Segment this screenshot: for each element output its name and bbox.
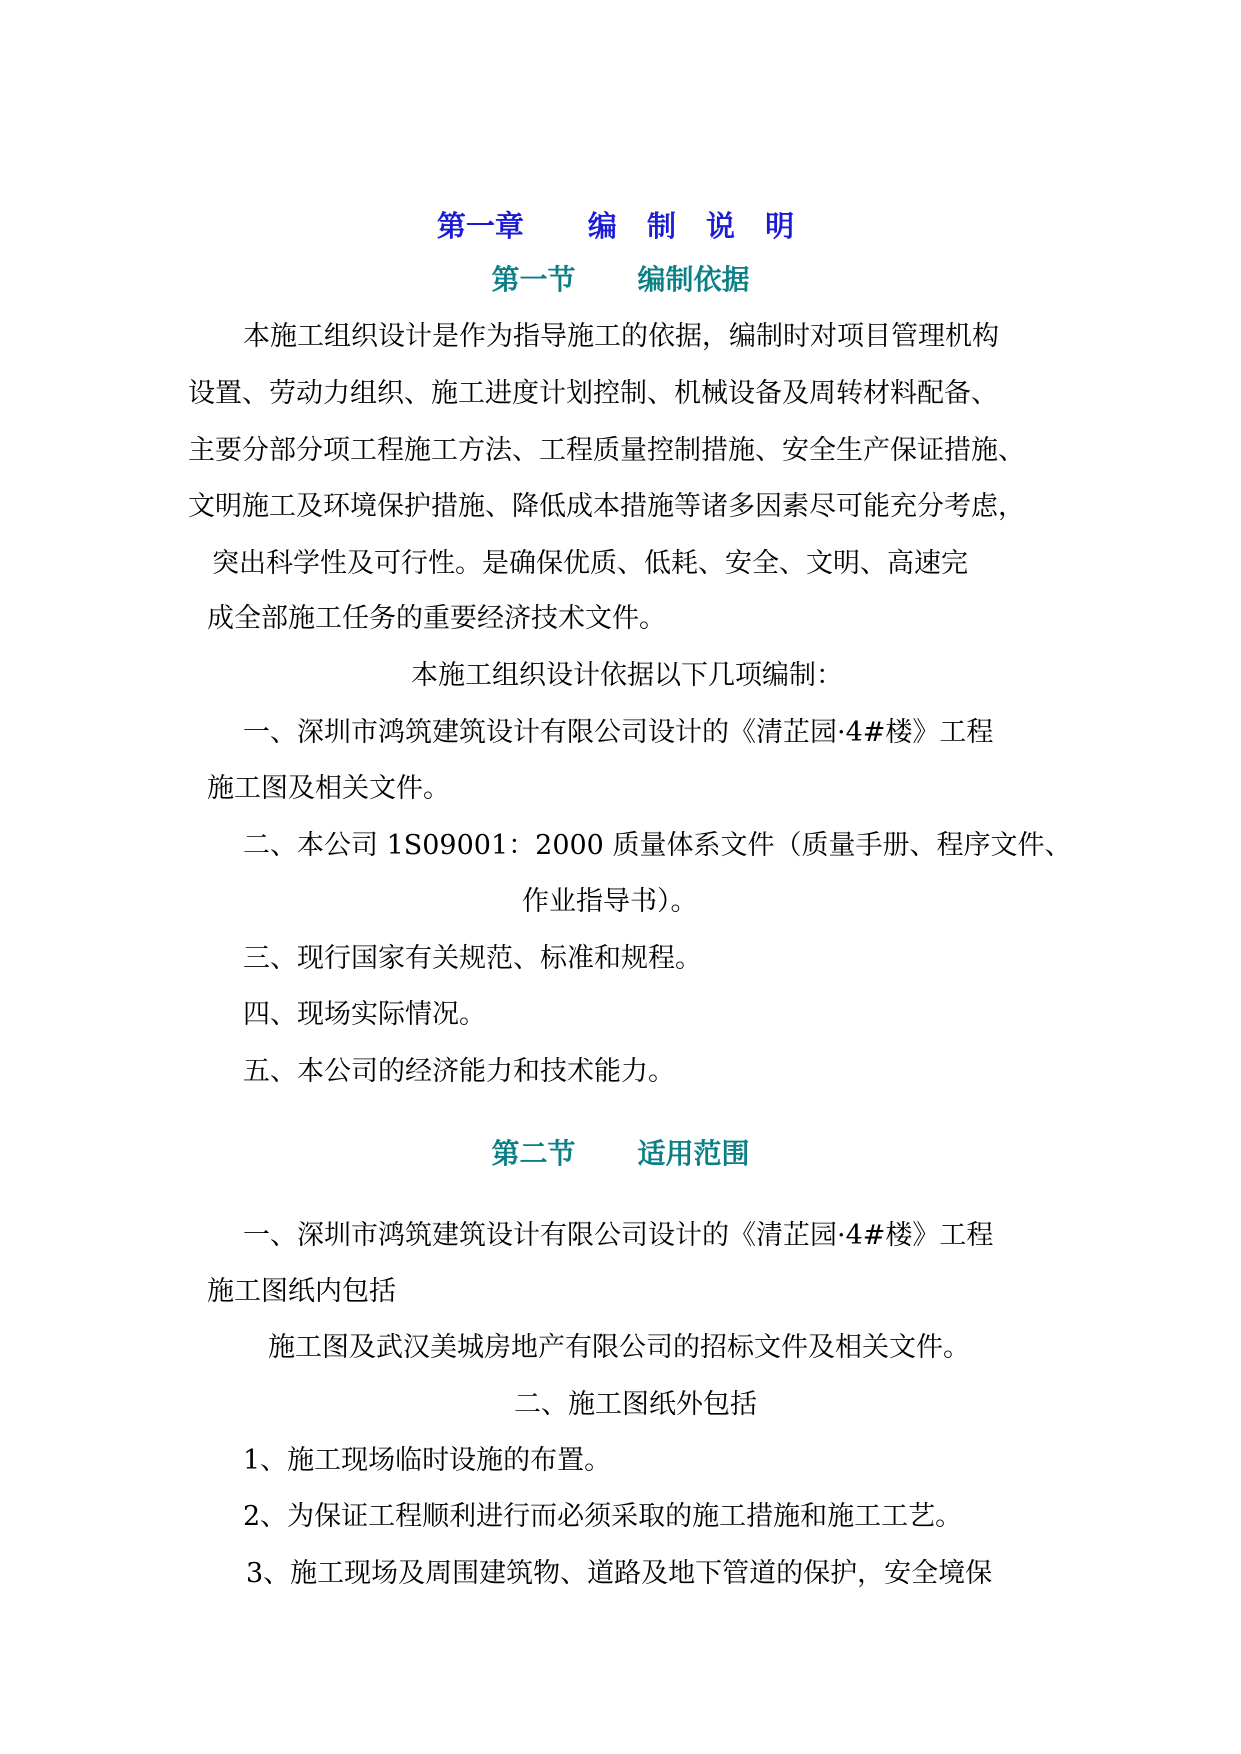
chapter-title: 编 制 说 明 bbox=[587, 209, 805, 243]
list-item: 三、现行国家有关规范、标准和规程。 bbox=[243, 943, 702, 974]
section-title: 适用范围 bbox=[637, 1137, 750, 1170]
chapter-number: 第一章 bbox=[436, 209, 524, 243]
scope-line: 施工图纸内包括 bbox=[207, 1276, 396, 1307]
list-intro: 本施工组织设计依据以下几项编制： bbox=[411, 660, 843, 691]
section-number: 第一节 bbox=[491, 263, 576, 296]
paragraph-line: 成全部施工任务的重要经济技术文件。 bbox=[207, 603, 666, 634]
list-item: 五、本公司的经济能力和技术能力。 bbox=[243, 1056, 675, 1087]
section-number: 第二节 bbox=[491, 1137, 576, 1170]
list-item: 二、本公司 1S09001：2000 质量体系文件（质量手册、程序文件、 bbox=[243, 830, 1072, 861]
list-item: 作业指导书）。 bbox=[522, 886, 698, 917]
paragraph-line: 主要分部分项工程施工方法、工程质量控制措施、安全生产保证措施、 bbox=[188, 435, 1025, 466]
paragraph-line: 文明施工及环境保护措施、降低成本措施等诸多因素尽可能充分考虑， bbox=[188, 491, 1025, 522]
list-item: 施工图及相关文件。 bbox=[207, 773, 450, 804]
scope-line: 一、深圳市鸿筑建筑设计有限公司设计的《清芷园·4#楼》工程 bbox=[243, 1220, 994, 1251]
chapter-heading bbox=[0, 208, 1241, 244]
section-heading-2 bbox=[0, 1136, 1241, 1172]
scope-line: 1、施工现场临时设施的布置。 bbox=[243, 1445, 612, 1476]
scope-line: 2、为保证工程顺利进行而必须采取的施工措施和施工工艺。 bbox=[243, 1501, 963, 1532]
paragraph-line: 突出科学性及可行性。是确保优质、低耗、安全、文明、高速完 bbox=[212, 548, 968, 579]
scope-line: 二、施工图纸外包括 bbox=[514, 1389, 757, 1420]
section-heading-1 bbox=[0, 262, 1241, 298]
section-title: 编制依据 bbox=[637, 263, 750, 296]
scope-line: 3、施工现场及周围建筑物、道路及地下管道的保护，安全境保 bbox=[246, 1558, 993, 1589]
paragraph-line: 本施工组织设计是作为指导施工的依据，编制时对项目管理机构 bbox=[243, 321, 999, 352]
scope-line: 施工图及武汉美城房地产有限公司的招标文件及相关文件。 bbox=[268, 1332, 970, 1363]
list-item: 一、深圳市鸿筑建筑设计有限公司设计的《清芷园·4#楼》工程 bbox=[243, 717, 994, 748]
paragraph-line: 设置、劳动力组织、施工进度计划控制、机械设备及周转材料配备、 bbox=[188, 378, 998, 409]
list-item: 四、现场实际情况。 bbox=[243, 999, 486, 1030]
